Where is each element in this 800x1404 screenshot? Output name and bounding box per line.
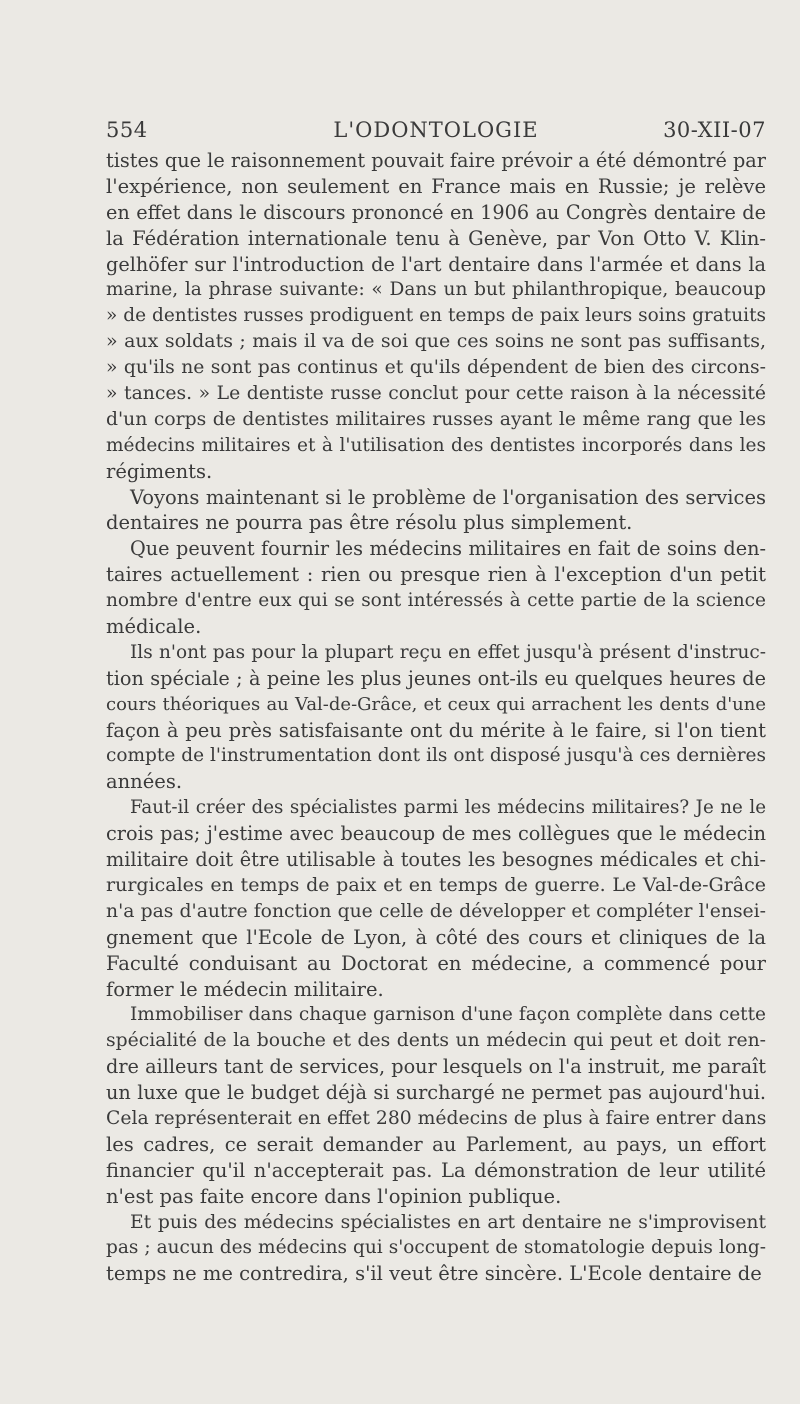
text-line: former le médecin militaire. [106, 977, 384, 1001]
paragraph [106, 485, 766, 537]
text-line: un luxe que le budget déjà si surchargé ne permet pas aujourd'hui. [106, 1081, 766, 1105]
text-line: médicale. [106, 615, 202, 639]
paragraph [106, 536, 766, 640]
text-line: pas ; aucun des médecins qui s'occupent de stomatologie depuis long- [106, 1237, 766, 1259]
text-line: Que peuvent fournir les médecins militaires en fait de soins den- [130, 537, 766, 561]
text-line: marine, la phrase suivante: « Dans un but philanthropique, beaucoup [106, 279, 766, 301]
text-line: dentaires ne pourra pas être résolu plus simplement. [106, 511, 633, 535]
text-line: Et puis des médecins spécialistes en art dentaire ne s'improvisent [130, 1211, 766, 1233]
text-line: taires actuellement : rien ou presque rien à l'exception d'un petit [106, 563, 766, 587]
text-line: Voyons maintenant si le problème de l'organisation des services [130, 485, 766, 509]
text-line: Cela représenterait en effet 280 médecins de plus à faire entrer dans [106, 1107, 766, 1129]
paragraph [106, 795, 766, 1002]
text-line: » qu'ils ne sont pas continus et qu'ils dépendent de bien des circons- [106, 357, 766, 379]
text-line: crois pas; j'estime avec beaucoup de mes collègues que le médecin [106, 822, 766, 846]
running-header [106, 118, 766, 146]
body-text [106, 148, 766, 1287]
text-line: l'expérience, non seulement en France mais en Russie; je relève [106, 174, 766, 198]
text-line: d'un corps de dentistes militaires russes ayant le même rang que les [106, 408, 766, 430]
text-line: » de dentistes russes prodiguent en temps de paix leurs soins gratuits [106, 305, 766, 327]
text-line: façon à peu près satisfaisante ont du mérite à le faire, si l'on tient [106, 718, 766, 742]
text-line: rurgicales en temps de paix et en temps de guerre. Le Val-de-Grâce [106, 873, 766, 896]
text-line: n'est pas faite encore dans l'opinion publique. [106, 1184, 562, 1208]
text-line: nombre d'entre eux qui se sont intéressés à cette partie de la science [106, 590, 766, 612]
paragraph [106, 1002, 766, 1209]
issue-date: 30-XII-07 [663, 118, 766, 142]
text-line: dre ailleurs tant de services, pour lesquels on l'a instruit, me paraît [106, 1055, 766, 1079]
paragraph [106, 148, 766, 485]
text-line: en effet dans le discours prononcé en 1906 au Congrès dentaire de [106, 200, 766, 224]
text-line: » aux soldats ; mais il va de soi que ces soins ne sont pas suffisants, [106, 330, 766, 353]
text-line: années. [106, 770, 183, 794]
paragraph [106, 1210, 766, 1288]
text-line: Ils n'ont pas pour la plupart reçu en effet jusqu'à présent d'instruc- [130, 641, 766, 663]
journal-title: L'ODONTOLOGIE [333, 118, 539, 142]
page-number: 554 [106, 118, 148, 142]
text-line: cours théoriques au Val-de-Grâce, et ceux qui arrachent les dents d'une [106, 693, 766, 715]
text-line: tistes que le raisonnement pouvait faire prévoir a été démontré par [106, 149, 766, 172]
text-line: tion spéciale ; à peine les plus jeunes ont-ils eu quelques heures de [106, 666, 766, 690]
text-line: Faut-il créer des spécialistes parmi les médecins militaires? Je ne le [130, 797, 766, 819]
text-line: militaire doit être utilisable à toutes les besognes médicales et chi- [106, 848, 766, 872]
text-line: Immobiliser dans chaque garnison d'une façon complète dans cette [130, 1004, 766, 1026]
text-line: médecins militaires et à l'utilisation des dentistes incorporés dans les [106, 434, 766, 456]
paragraph [106, 640, 766, 795]
text-line: la Fédération internationale tenu à Genève, par Von Otto V. Klin- [106, 226, 766, 250]
text-line: temps ne me contredira, s'il veut être sincère. L'Ecole dentaire de [106, 1262, 762, 1286]
text-line: compte de l'instrumentation dont ils ont disposé jusqu'à ces dernières [106, 745, 766, 767]
text-line: régiments. [106, 459, 213, 483]
text-line: financier qu'il n'accepterait pas. La démonstration de leur utilité [106, 1158, 766, 1182]
text-line: gnement que l'Ecole de Lyon, à côté des cours et cliniques de la [106, 925, 766, 949]
text-line: les cadres, ce serait demander au Parlement, au pays, un effort [106, 1132, 766, 1156]
text-line: Faculté conduisant au Doctorat en médecine, a commencé pour [106, 951, 766, 975]
text-line: spécialité de la bouche et des dents un médecin qui peut et doit ren- [106, 1030, 766, 1052]
text-line: gelhöfer sur l'introduction de l'art dentaire dans l'armée et dans la [106, 252, 766, 276]
text-line: » tances. » Le dentiste russe conclut pour cette raison à la nécessité [106, 383, 766, 405]
text-line: n'a pas d'autre fonction que celle de développer et compléter l'ensei- [106, 900, 766, 922]
